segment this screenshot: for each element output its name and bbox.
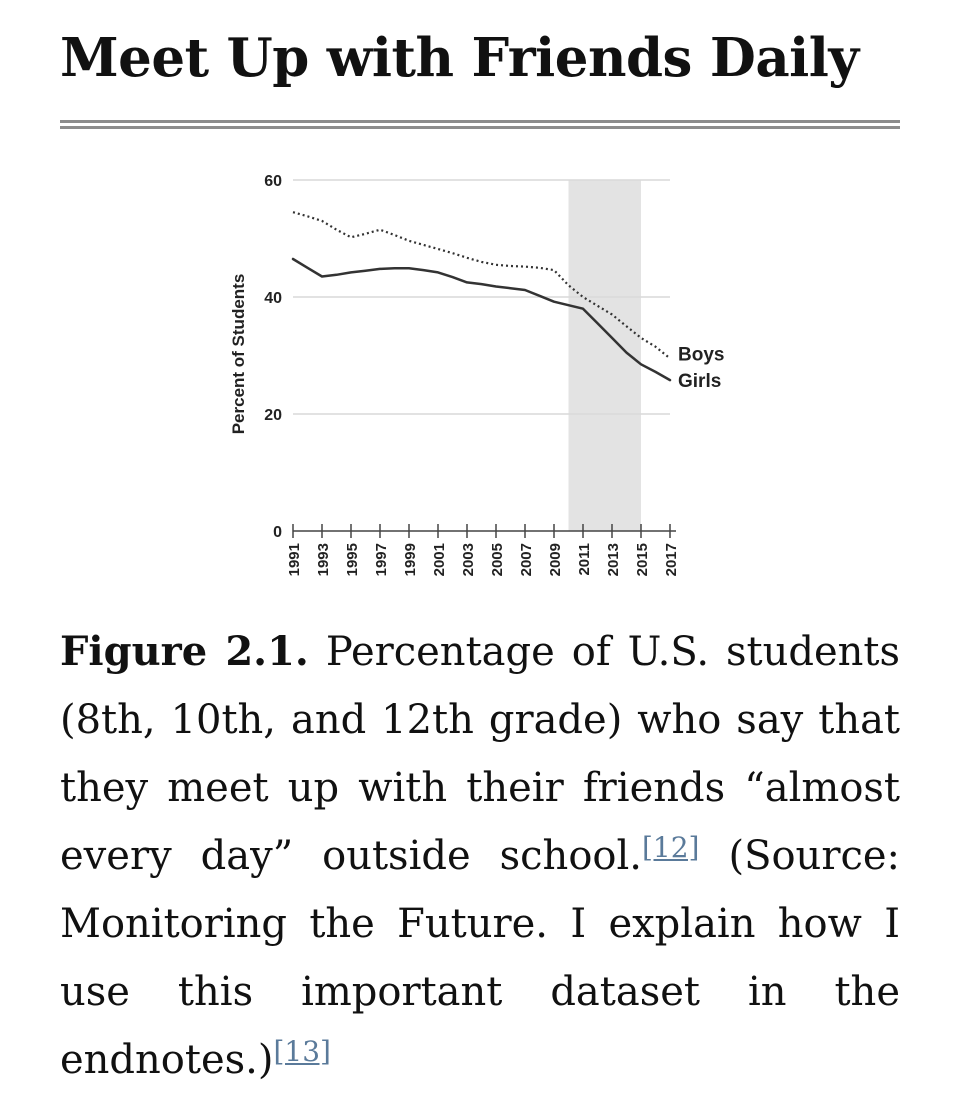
title-rule-lower: [60, 126, 900, 129]
endnote-link-13[interactable]: [13]: [273, 1035, 330, 1068]
x-tick-label-2005: 2005: [489, 543, 506, 576]
y-tick-label-20: 20: [264, 407, 282, 424]
x-tick-label-2017: 2017: [663, 543, 680, 576]
x-tick-label-2013: 2013: [605, 543, 622, 576]
figure-label: Figure 2.1.: [60, 628, 309, 675]
x-tick-label-1991: 1991: [286, 543, 303, 576]
endnote-link-12[interactable]: [12]: [642, 831, 699, 864]
x-tick-label-1997: 1997: [373, 543, 390, 576]
title-rule-upper: [60, 120, 900, 123]
y-tick-label-60: 60: [264, 173, 282, 190]
figure-caption: [60, 618, 900, 1094]
x-tick-label-2011: 2011: [576, 543, 593, 576]
series-label-girls: Girls: [678, 371, 721, 392]
x-tick-label-2003: 2003: [460, 543, 477, 576]
x-tick-label-1993: 1993: [315, 543, 332, 576]
y-tick-label-0: 0: [273, 524, 282, 541]
y-axis-label: Percent of Students: [229, 274, 248, 435]
x-tick-label-2009: 2009: [547, 543, 564, 576]
caption-text: Percentage of U.S. students (8th, 10th, and 12th grade) who say that they meet up with their friends “almost every day” outside school.: [60, 629, 900, 879]
x-tick-label-1999: 1999: [402, 543, 419, 576]
series-label-boys: Boys: [678, 344, 724, 365]
x-tick-label-1995: 1995: [344, 543, 361, 576]
x-tick-label-2007: 2007: [518, 543, 535, 576]
caption-source-text: (Source: Monitoring the Future. I explain how I use this important dataset in the endnotes.): [60, 833, 900, 1083]
page-title: Meet Up with Friends Daily: [60, 18, 859, 98]
line-chart: [0, 150, 960, 610]
x-tick-label-2001: 2001: [431, 543, 448, 576]
x-tick-label-2015: 2015: [634, 543, 651, 576]
y-tick-label-40: 40: [264, 290, 282, 307]
